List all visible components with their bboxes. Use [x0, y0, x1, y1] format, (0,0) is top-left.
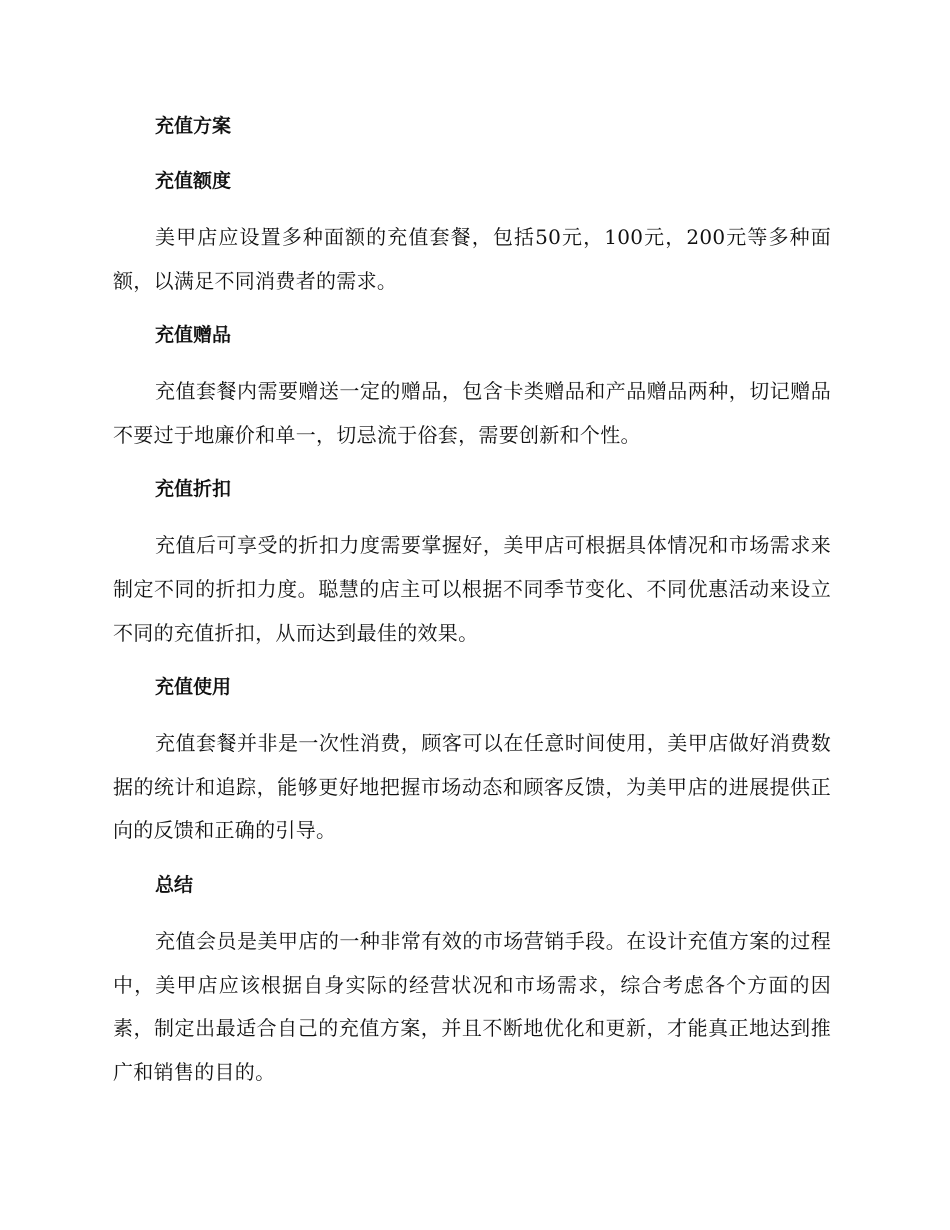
spacer: [113, 457, 831, 469]
section-heading-recharge-amount: 充值额度: [155, 170, 232, 192]
spacer: [113, 655, 831, 667]
spacer: [113, 510, 831, 524]
section-paragraph-summary: 充值会员是美甲店的一种非常有效的市场营销手段。在设计充值方案的过程中，美甲店应该根据自身实际的经营状况和市场需求，综合考虑各个方面的因素，制定出最适合自己的充值方案，并且不断地优化和更新，才能真正地达到推广和销售的目的。: [113, 928, 831, 1084]
document-body: [113, 106, 831, 1094]
spacer: [113, 853, 831, 865]
document-title: 充值方案: [155, 115, 232, 137]
section-heading-recharge-gifts: 充值赠品: [155, 324, 232, 347]
section-heading-recharge-usage: 充值使用: [155, 676, 232, 699]
spacer: [113, 356, 831, 370]
section-paragraph-recharge-discount: 充值后可享受的折扣力度需要掌握好，美甲店可根据具体情况和市场需求来制定不同的折扣力度。聪慧的店主可以根据不同季节变化、不同优惠活动来设立不同的充值折扣，从而达到最佳的效果。: [113, 533, 831, 645]
section-paragraph-recharge-gifts: 充值套餐内需要赠送一定的赠品，包含卡类赠品和产品赠品两种，切记赠品不要过于地廉价和单一，切忌流于俗套，需要创新和个性。: [113, 379, 831, 447]
section-paragraph-recharge-usage: 充值套餐并非是一次性消费，顾客可以在任意时间使用，美甲店做好消费数据的统计和追踪，能够更好地把握市场动态和顾客反馈，为美甲店的进展提供正向的反馈和正确的引导。: [113, 731, 831, 843]
section-heading-summary: 总结: [155, 873, 194, 896]
spacer: [113, 202, 831, 216]
spacer: [113, 708, 831, 722]
spacer: [113, 147, 831, 161]
spacer: [113, 906, 831, 920]
section-heading-recharge-discount: 充值折扣: [155, 478, 232, 501]
section-paragraph-recharge-amount: 美甲店应设置多种面额的充值套餐，包括50元，100元，200元等多种面额，以满足不同消费者的需求。: [113, 225, 831, 293]
spacer: [113, 303, 831, 315]
